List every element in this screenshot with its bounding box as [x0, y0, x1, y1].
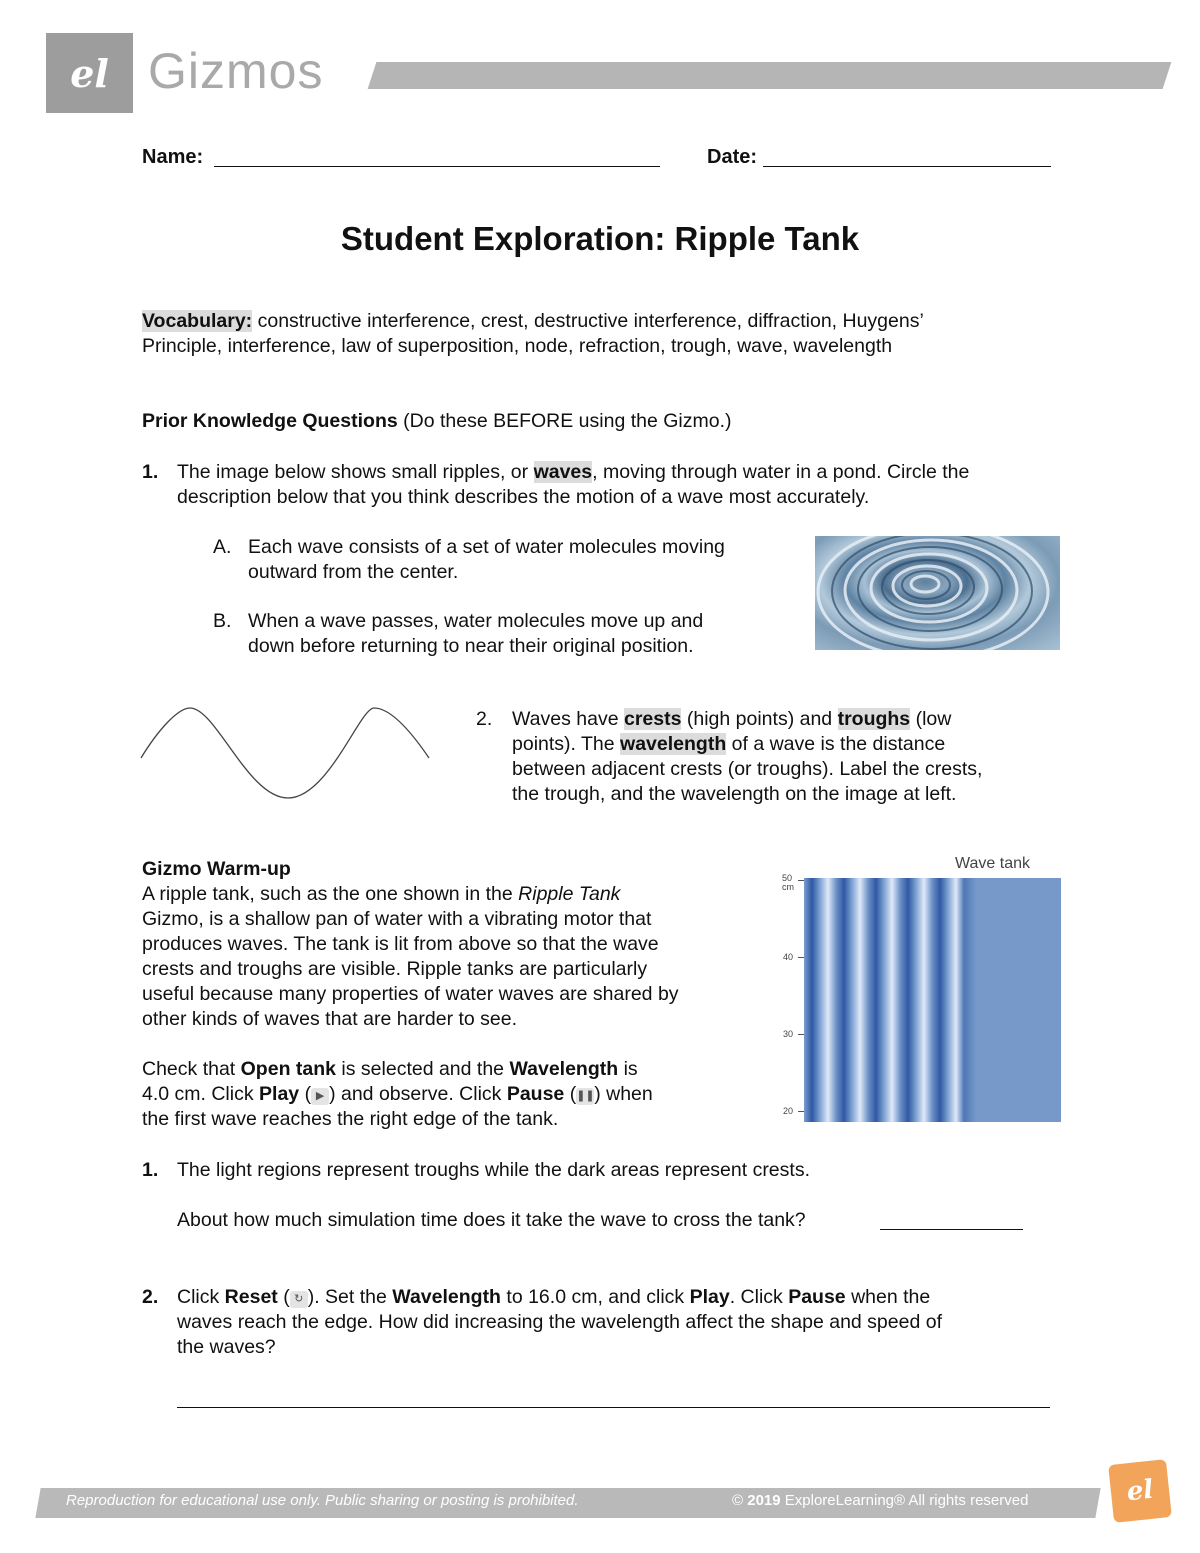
name-field-line[interactable]	[214, 166, 660, 167]
tank-tick-label: 30	[783, 1029, 794, 1039]
brand-name: Gizmos	[148, 43, 324, 99]
tank-tick	[798, 1111, 804, 1112]
warmup-heading: Gizmo Warm-up	[142, 858, 291, 880]
option-a-letter: A.	[213, 536, 232, 558]
explorelearning-logo: el	[46, 33, 133, 113]
date-label: Date:	[707, 146, 758, 168]
page-title: Student Exploration: Ripple Tank	[340, 220, 860, 257]
pause-icon: ❚❚	[576, 1088, 594, 1105]
footer-copyright: © 2019 ExploreLearning® All rights reserved	[732, 1492, 1029, 1509]
vocabulary-label: Vocabulary:	[142, 310, 253, 332]
tank-tick	[798, 957, 804, 958]
check-line-2: 4.0 cm. Click Play ( ▶ ) and observe. Click Pause (❚❚) when	[142, 1083, 653, 1105]
wq2-line-2: waves reach the edge. How did increasing the wavelength affect the shape and speed of	[177, 1311, 942, 1333]
wq2-answer-line[interactable]	[177, 1407, 1050, 1408]
ripple-photo	[815, 536, 1060, 650]
q1-line-1: The image below shows small ripples, or waves, moving through water in a pond. Circle the	[177, 461, 970, 483]
q1-number: 1.	[142, 461, 159, 483]
option-a-line-2[interactable]: outward from the center.	[248, 561, 459, 583]
wq1-answer-line[interactable]	[880, 1229, 1023, 1230]
q2-number: 2.	[476, 708, 493, 730]
wq1-line-2: About how much simulation time does it take the wave to cross the tank?	[177, 1209, 806, 1231]
warmup-line-2: Gizmo, is a shallow pan of water with a vibrating motor that	[142, 908, 652, 930]
warmup-line-5: useful because many properties of water waves are shared by	[142, 983, 679, 1005]
warmup-line-1: A ripple tank, such as the one shown in the Ripple Tank	[142, 883, 621, 905]
wq2-number: 2.	[142, 1286, 159, 1308]
vocabulary-line-2: Principle, interference, law of superposition, node, refraction, trough, wave, wavelength	[142, 335, 893, 357]
sine-wave-diagram	[138, 700, 434, 808]
wq2-line-1: Click Reset ( ↻ ). Set the Wavelength to 16.0 cm, and click Play. Click Pause when the	[177, 1286, 931, 1308]
warmup-line-3: produces waves. The tank is lit from above so that the wave	[142, 933, 659, 955]
warmup-line-6: other kinds of waves that are harder to see.	[142, 1008, 518, 1030]
footer-disclaimer: Reproduction for educational use only. Public sharing or posting is prohibited.	[66, 1492, 579, 1509]
wave-tank-image	[804, 878, 1061, 1122]
wq1-number: 1.	[142, 1159, 159, 1181]
vocabulary-line-1: Vocabulary: constructive interference, crest, destructive interference, diffraction, Huygens’	[142, 310, 924, 332]
check-line-1: Check that Open tank is selected and the Wavelength is	[142, 1058, 638, 1080]
q2-line-2: points). The wavelength of a wave is the distance	[512, 733, 946, 755]
q2-line-4: the trough, and the wavelength on the image at left.	[512, 783, 957, 805]
date-field-line[interactable]	[763, 166, 1051, 167]
tank-tick-label: 50 cm	[782, 873, 794, 892]
name-label: Name:	[142, 146, 204, 168]
wq1-line-1: The light regions represent troughs while the dark areas represent crests.	[177, 1159, 810, 1181]
q2-line-3: between adjacent crests (or troughs). Label the crests,	[512, 758, 983, 780]
play-icon: ▶	[311, 1088, 329, 1105]
reset-icon: ↻	[290, 1291, 308, 1308]
option-b-letter: B.	[213, 610, 232, 632]
wave-tank-label: Wave tank	[955, 855, 1030, 872]
tank-tick-label: 20	[783, 1106, 794, 1116]
header-bar	[368, 62, 1172, 89]
explorelearning-footer-logo: el	[1108, 1459, 1172, 1523]
prior-knowledge-heading: Prior Knowledge Questions (Do these BEFORE using the Gizmo.)	[142, 410, 732, 432]
q2-line-1: Waves have crests (high points) and troughs (low	[512, 708, 952, 730]
option-b-line-2[interactable]: down before returning to near their original position.	[248, 635, 694, 657]
q1-line-2: description below that you think describes the motion of a wave most accurately.	[177, 486, 870, 508]
check-line-3: the first wave reaches the right edge of the tank.	[142, 1108, 559, 1130]
warmup-line-4: crests and troughs are visible. Ripple tanks are particularly	[142, 958, 648, 980]
wq2-line-3: the waves?	[177, 1336, 276, 1358]
option-b-line-1[interactable]: When a wave passes, water molecules move up and	[248, 610, 704, 632]
tank-tick	[798, 1034, 804, 1035]
tank-tick	[798, 880, 804, 881]
tank-tick-label: 40	[783, 952, 794, 962]
option-a-line-1[interactable]: Each wave consists of a set of water molecules moving	[248, 536, 725, 558]
